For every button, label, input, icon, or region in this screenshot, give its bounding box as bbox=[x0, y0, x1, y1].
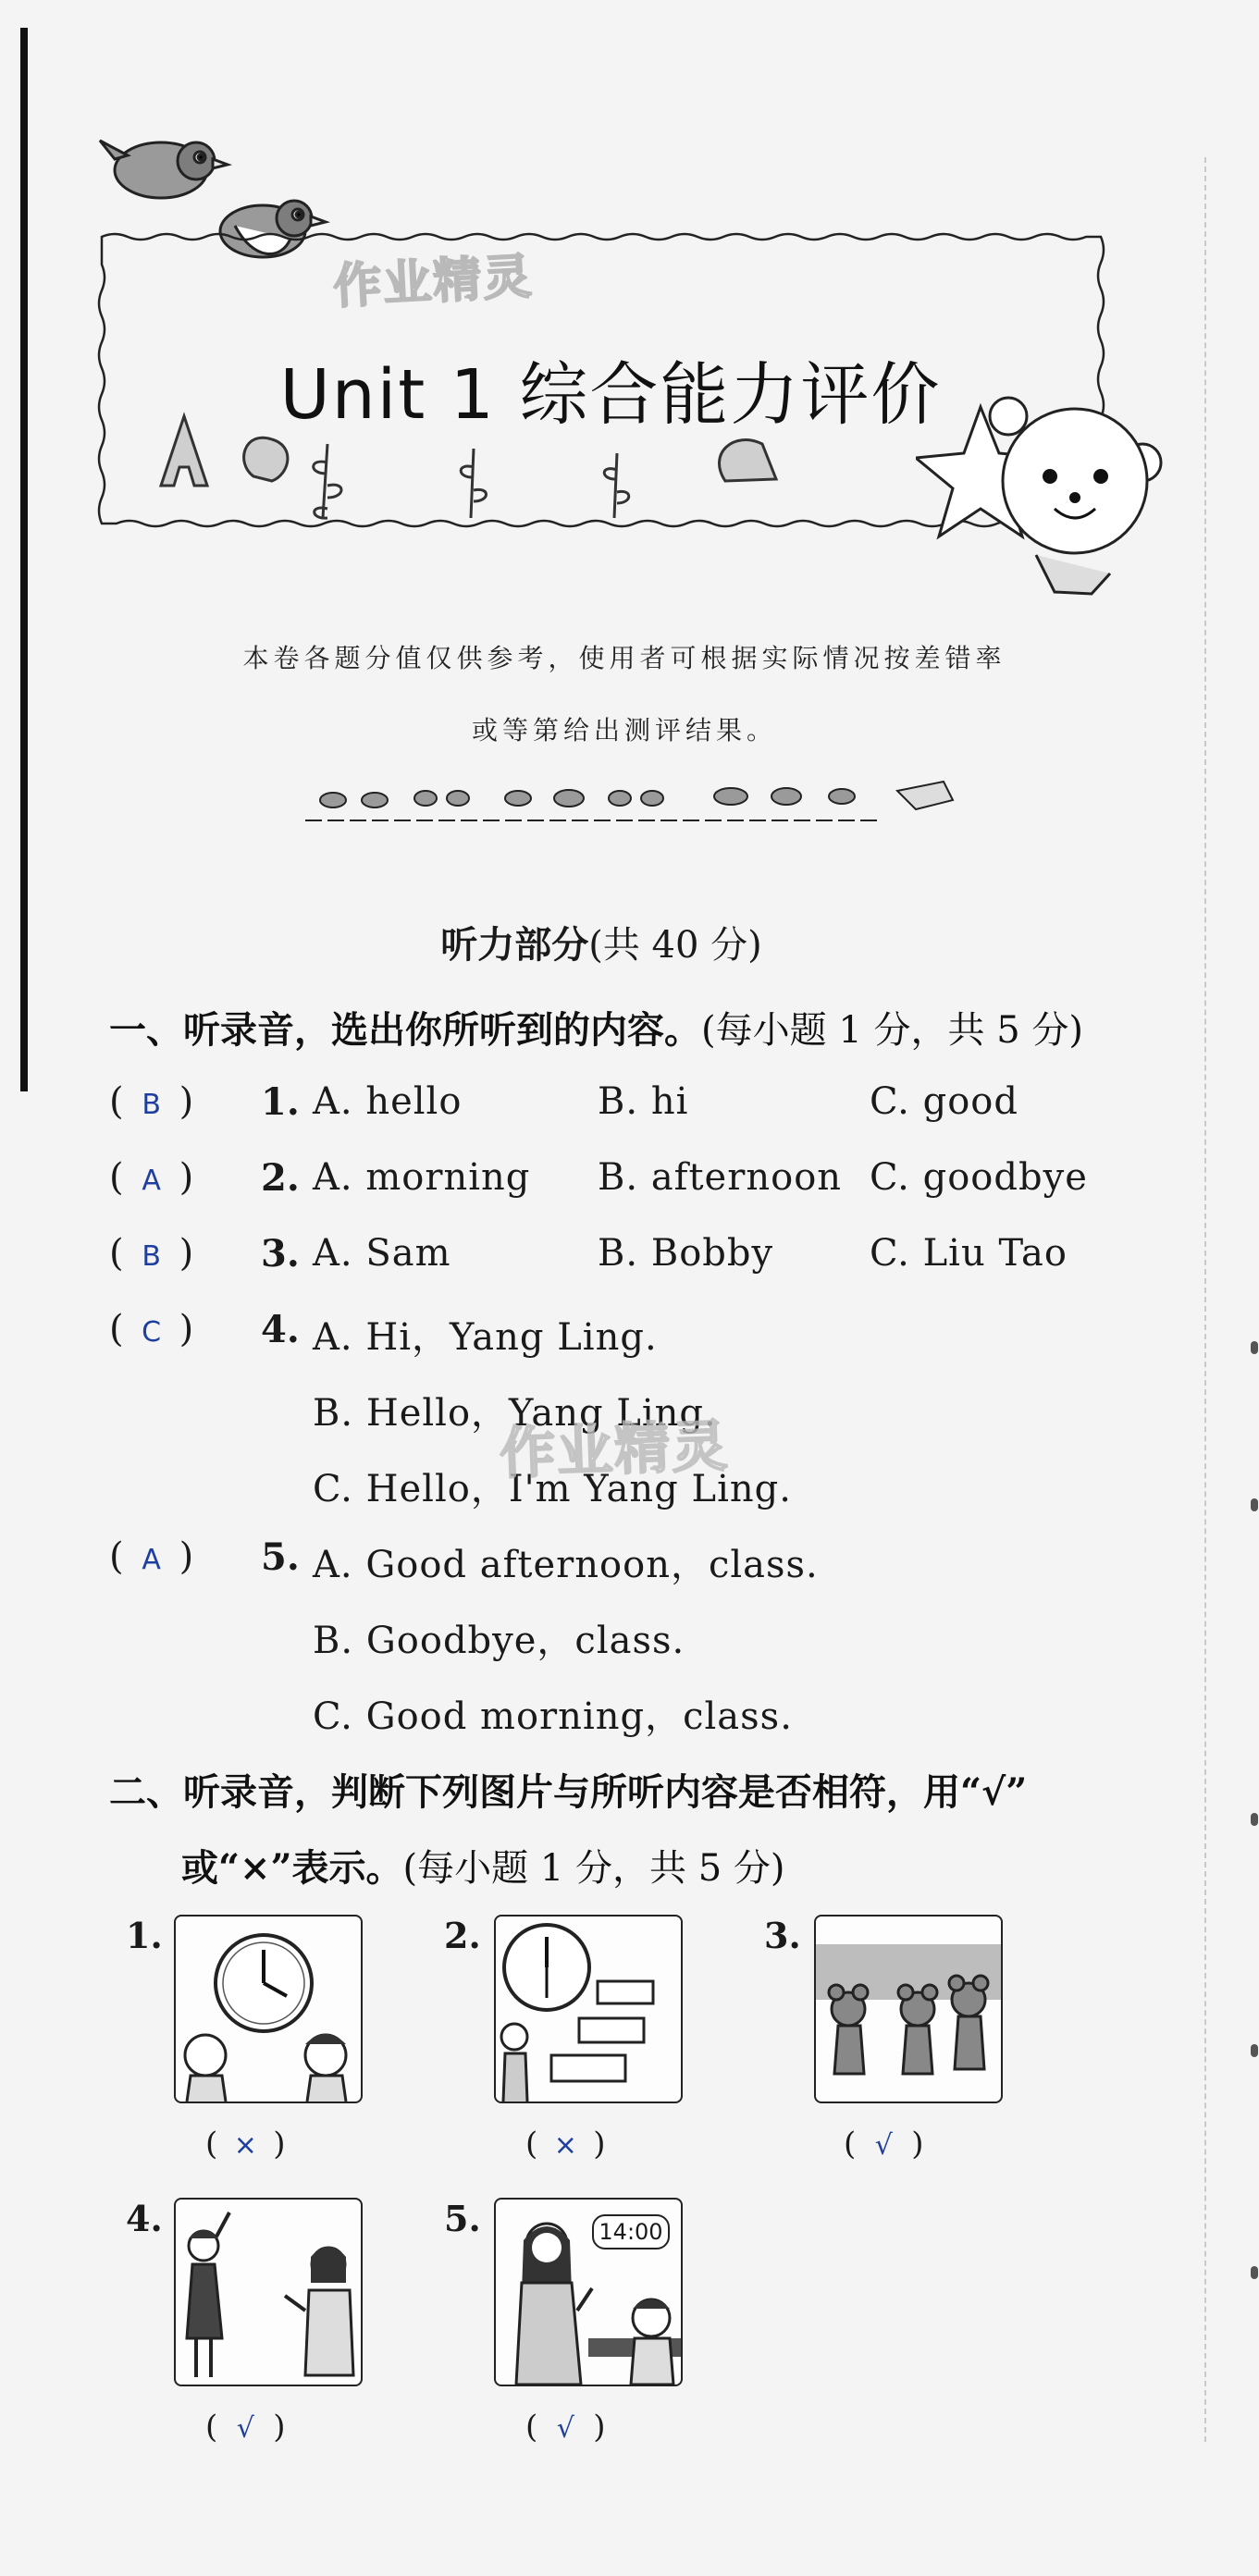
answer-box[interactable]: ( C ) bbox=[109, 1308, 194, 1350]
part2-heading-line2: 或“×”表示。(每小题 1 分，共 5 分) bbox=[181, 1846, 785, 1890]
picture-number: 4. bbox=[126, 2198, 163, 2239]
option: C. Good morning，class. bbox=[313, 1695, 793, 1738]
judgement-box[interactable]: ( √ ) bbox=[525, 2409, 606, 2446]
watermark: 作业精灵 bbox=[331, 249, 535, 315]
answer-box[interactable]: ( A ) bbox=[109, 1535, 194, 1578]
question-number: 5. bbox=[261, 1535, 300, 1579]
picture-4 bbox=[174, 2198, 363, 2386]
picture-1 bbox=[174, 1915, 363, 2103]
option: A. morning bbox=[313, 1156, 531, 1199]
option: A. Sam bbox=[313, 1232, 451, 1275]
option: C. Liu Tao bbox=[870, 1232, 1068, 1275]
option: B. Goodbye，class. bbox=[313, 1620, 685, 1662]
edge-mark bbox=[1251, 2266, 1258, 2279]
option: B. afternoon bbox=[598, 1156, 843, 1199]
judgement-box[interactable]: ( √ ) bbox=[844, 2126, 924, 2163]
page-title: Unit 1 综合能力评价 bbox=[279, 355, 942, 435]
sprouts-decoration bbox=[305, 772, 971, 828]
option: A. hello bbox=[313, 1080, 463, 1123]
bear-illustration bbox=[916, 388, 1175, 610]
intro-line-2: 或等第给出测评结果。 bbox=[471, 715, 777, 746]
part1-heading: 一、听录音，选出你所听到的内容。(每小题 1 分，共 5 分) bbox=[109, 1008, 1083, 1052]
picture-number: 3. bbox=[764, 1915, 801, 1956]
question-number: 2. bbox=[261, 1156, 300, 1200]
judgement-box[interactable]: ( × ) bbox=[205, 2126, 286, 2163]
part2-heading-line1: 二、听录音，判断下列图片与所听内容是否相符，用“√” bbox=[109, 1770, 1028, 1814]
picture-number: 1. bbox=[126, 1915, 163, 1956]
option: C. Hello，I'm Yang Ling. bbox=[313, 1468, 792, 1510]
picture-number: 5. bbox=[444, 2198, 481, 2239]
answer-box[interactable]: ( A ) bbox=[109, 1156, 194, 1199]
section-title: 听力部分(共 40 分) bbox=[440, 923, 762, 967]
question-number: 1. bbox=[261, 1080, 300, 1124]
option: C. goodbye bbox=[870, 1156, 1088, 1199]
edge-mark bbox=[1251, 1341, 1258, 1354]
answer-box[interactable]: ( B ) bbox=[109, 1080, 194, 1123]
option: A. Hi，Yang Ling. bbox=[313, 1316, 658, 1359]
question-number: 3. bbox=[261, 1232, 300, 1276]
picture-number: 2. bbox=[444, 1915, 481, 1956]
answer-box[interactable]: ( B ) bbox=[109, 1232, 194, 1275]
option: B. Bobby bbox=[598, 1232, 774, 1275]
option: B. hi bbox=[598, 1080, 689, 1123]
watermark: 作业精灵 bbox=[499, 1413, 731, 1487]
picture-2 bbox=[494, 1915, 683, 2103]
cut-line bbox=[1204, 157, 1206, 2442]
judgement-box[interactable]: ( √ ) bbox=[205, 2409, 286, 2446]
picture-5 bbox=[494, 2198, 683, 2386]
question-number: 4. bbox=[261, 1308, 300, 1351]
intro-line-1: 本卷各题分值仅供参考，使用者可根据实际情况按差错率 bbox=[242, 643, 1006, 673]
option: C. good bbox=[870, 1080, 1018, 1123]
option: A. Good afternoon，class. bbox=[313, 1544, 819, 1586]
edge-mark bbox=[1251, 2044, 1258, 2057]
judgement-box[interactable]: ( × ) bbox=[525, 2126, 606, 2163]
option: B. Hello，Yang Ling. bbox=[313, 1392, 717, 1435]
picture-3 bbox=[814, 1915, 1003, 2103]
edge-mark bbox=[1251, 1498, 1258, 1511]
clock-display: 14:00 bbox=[592, 2214, 670, 2249]
edge-mark bbox=[1251, 1813, 1258, 1826]
